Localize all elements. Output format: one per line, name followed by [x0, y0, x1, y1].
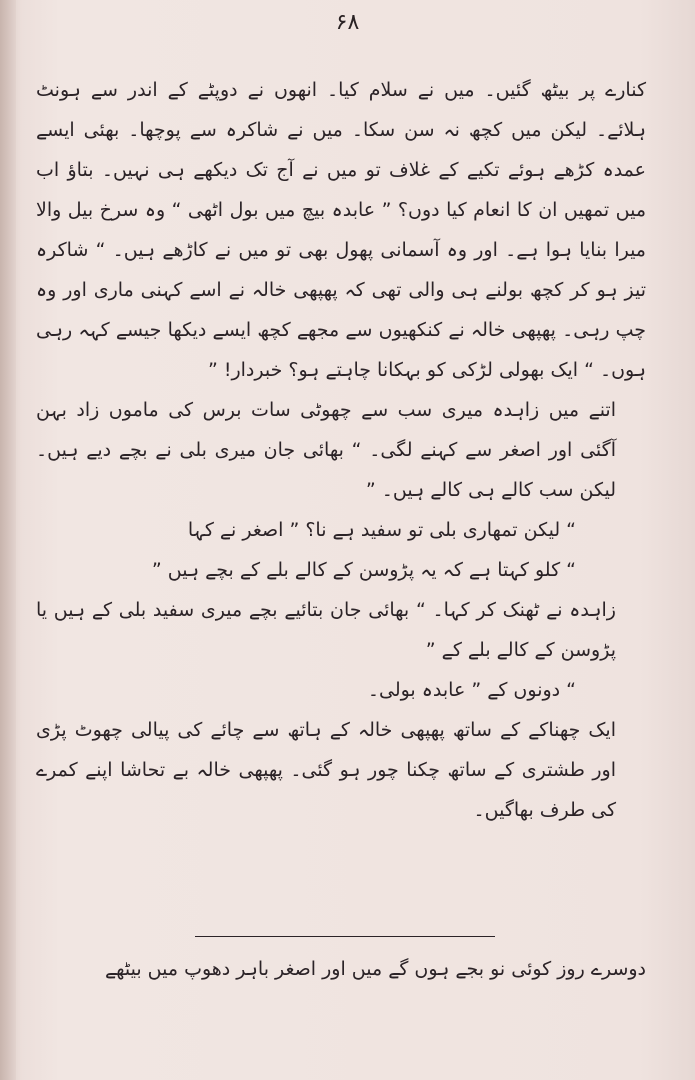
paragraph-5: ایک چھناکے کے ساتھ پھپھی خالہ کے ہاتھ سے چائے کی پیالی چھوٹ پڑی اور طشتری کے ساتھ چکنا چور ہو گئی۔ پھپھی خالہ بے تحاشا اپنے کمرے کی طرف بھاگیں۔ [36, 719, 616, 821]
page-binding-edge [0, 0, 16, 1080]
paragraph-2: اتنے میں زاہدہ میری سب سے چھوٹی سات برس کی ماموں زاد بہن آگئی اور اصغر سے کہنے لگی۔ “ بھائی جان میری بلی نے بچے دیے ہیں۔ لیکن سب کالے ہی کالے ہیں۔ ” [36, 399, 616, 501]
paragraph-4: “ دونوں کے ” عابدہ بولی۔ [367, 679, 576, 701]
page-body [36, 70, 646, 830]
paragraph-1: کنارے پر بیٹھ گئیں۔ میں نے سلام کیا۔ انھوں نے دوپٹے کے اندر سے ہونٹ ہلائے۔ لیکن میں کچھ نہ سن سکا۔ میں نے شاکرہ سے پوچھا۔ بھئی ایسے عمدہ کڑھے ہوئے تکیے کے غلاف تو میں نے آج تک دیکھے ہی نہیں۔ بتاؤ اب میں تمھیں ان کا انعام کیا دوں؟ ” عابدہ بیچ میں بول اٹھی “ وہ سرخ بیل والا میرا بنایا ہوا ہے۔ اور وہ آسمانی پھول بھی تو میں نے کاڑھے ہیں۔ “ شاکرہ تیز ہو کر کچھ بولنے ہی والی تھی کہ پھپھی خالہ نے اسے کہنی ماری اور وہ چپ رہی۔ پھپھی خالہ نے کنکھیوں سے مجھے کچھ ایسے دیکھا جیسے کہہ رہی ہوں۔ “ ایک بھولی لڑکی کو بہکانا چاہتے ہو؟ خبردار! ” [36, 79, 646, 381]
dialogue-line-2: “ کلو کہتا ہے کہ یہ پڑوسن کے کالے بلے کے بچے ہیں ” [151, 559, 576, 581]
section-divider [195, 936, 495, 937]
paragraph-3: زاہدہ نے ٹھنک کر کہا۔ “ بھائی جان بتائیے بچے میری سفید بلی کے ہیں یا پڑوسن کے کالے بلے کے ” [36, 599, 616, 661]
page-number: ۶۸ [335, 10, 360, 35]
continuation-line: دوسرے روز کوئی نو بجے ہوں گے میں اور اصغر باہر دھوپ میں بیٹھے [104, 958, 646, 980]
dialogue-line-1: “ لیکن تمھاری بلی تو سفید ہے نا؟ ” اصغر نے کہا [187, 519, 576, 541]
